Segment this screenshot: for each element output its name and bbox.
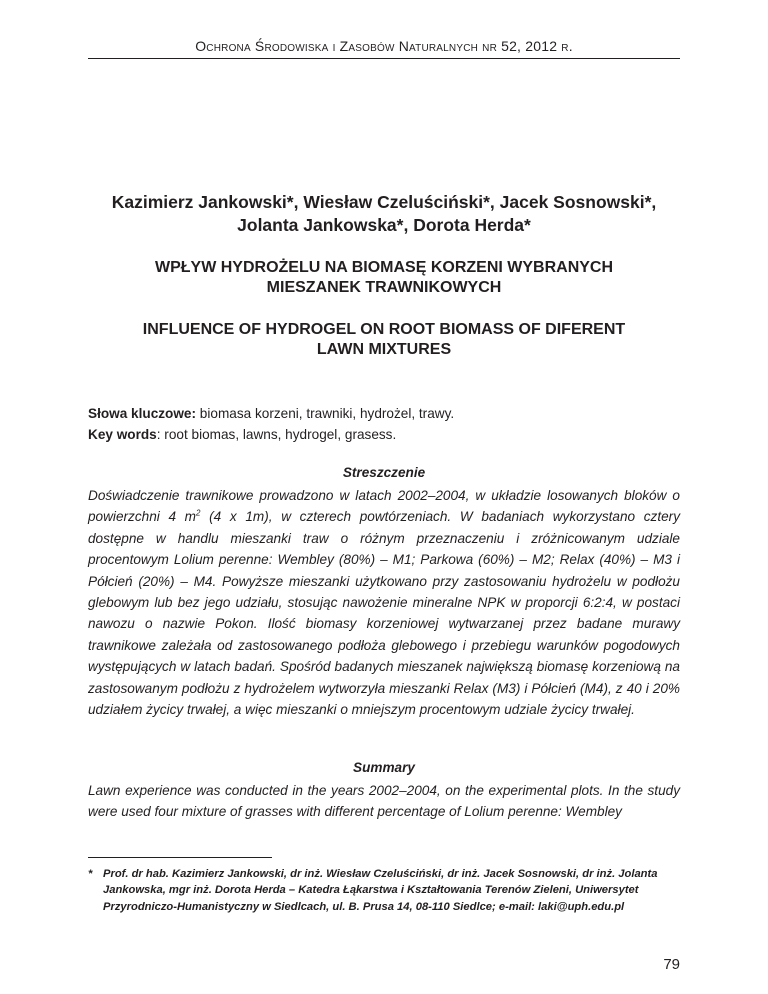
summary-heading: Summary	[353, 760, 415, 775]
summary-english: Lawn experience was conducted in the years 2002–2004, on the experimental plots. In the study were used four mixture of grasses with different percentage of Lolium perenne: Wembley	[88, 783, 680, 820]
abstract-text-part-2: (4 x 1m), w czterech powtórzeniach. W badaniach wykorzystano cztery dostępne w handlu mieszanki traw o różnym przeznaczeniu i zróżnicowanym udziale procentowym Lolium perenne: Wembley (80%) – M1; Parkowa (60%) – M2; Relax (40%) – M3 i Półcień (20%) – M4. Powyższe mieszanki użytkowano przy zastosowaniu hydrożelu w podłożu glebowym lub bez jego udziału, stosując nawożenie mineralne NPK w proporcji 6:2:4, w postaci nawozu o nazwie Pokon. Ilość biomasy korzeniowej wytwarzanej przez badane murawy trawnikowe zależała od zastosowanego podłoża glebowego i przebiegu warunków pogodowych występujących w latach badań. Spośród badanych mieszanek największą biomasę korzeniową na zastosowanym podłożu z hydrożelem wytworzyła mieszanki Relax (M3) i Półcień (M4), z 40 i 20% udziałem życicy trwałej, a więc mieszanki o mniejszym procentowym udziale życicy trwałej.	[88, 509, 680, 718]
header-rule	[88, 58, 680, 59]
author-list	[88, 191, 680, 237]
keywords-polish	[88, 403, 680, 424]
title-english-line-2: LAWN MIXTURES	[316, 341, 452, 358]
journal-running-header: Ochrona Środowiska i Zasobów Naturalnych nr 52, 2012 r.	[195, 38, 573, 54]
author-affiliation-footnote	[88, 866, 680, 915]
footnote-rule	[88, 857, 272, 858]
title-english	[88, 320, 680, 360]
title-polish-line-1: WPŁYW HYDROŻELU NA BIOMASĘ KORZENI WYBRANYCH	[154, 259, 614, 276]
abstract-text-part-1: Doświadczenie trawnikowe prowadzono w latach 2002–2004, w układzie losowanych bloków o powierzchni 4 m	[88, 488, 680, 525]
keywords-polish-label: Słowa kluczowe:	[88, 406, 197, 421]
abstract-superscript: 2	[196, 508, 201, 518]
abstract-polish	[88, 485, 680, 720]
keywords-english-label: Key words	[88, 427, 157, 442]
footnote-text: Prof. dr hab. Kazimierz Jankowski, dr inż. Wiesław Czeluściński, dr inż. Jacek Sosnowski, dr inż. Jolanta Jankowska, mgr inż. Dorota Herda – Katedra Łąkarstwa i Kształtowania Terenów Zieleni, Uniwersytet Przyrodniczo-Humanistyczny w Siedlcach, ul. B. Prusa 14, 08-110 Siedlce; e-mail: laki@uph.edu.pl	[103, 868, 658, 913]
footnote-mark: *	[88, 868, 93, 880]
keywords-english-text: : root biomas, lawns, hydrogel, grasess.	[156, 427, 397, 442]
author-line-1: Kazimierz Jankowski*, Wiesław Czeluściński*, Jacek Sosnowski*,	[111, 192, 657, 212]
abstract-heading: Streszczenie	[342, 465, 426, 480]
page-number: 79	[663, 956, 680, 973]
keywords-polish-text: biomasa korzeni, trawniki, hydrożel, trawy.	[196, 406, 455, 421]
title-polish	[88, 258, 680, 298]
title-english-line-1: INFLUENCE OF HYDROGEL ON ROOT BIOMASS OF DIFERENT	[142, 321, 626, 338]
title-polish-line-2: MIESZANEK TRAWNIKOWYCH	[266, 279, 502, 296]
keywords-block	[88, 403, 680, 445]
author-line-2: Jolanta Jankowska*, Dorota Herda*	[237, 215, 531, 235]
keywords-english	[88, 424, 680, 445]
